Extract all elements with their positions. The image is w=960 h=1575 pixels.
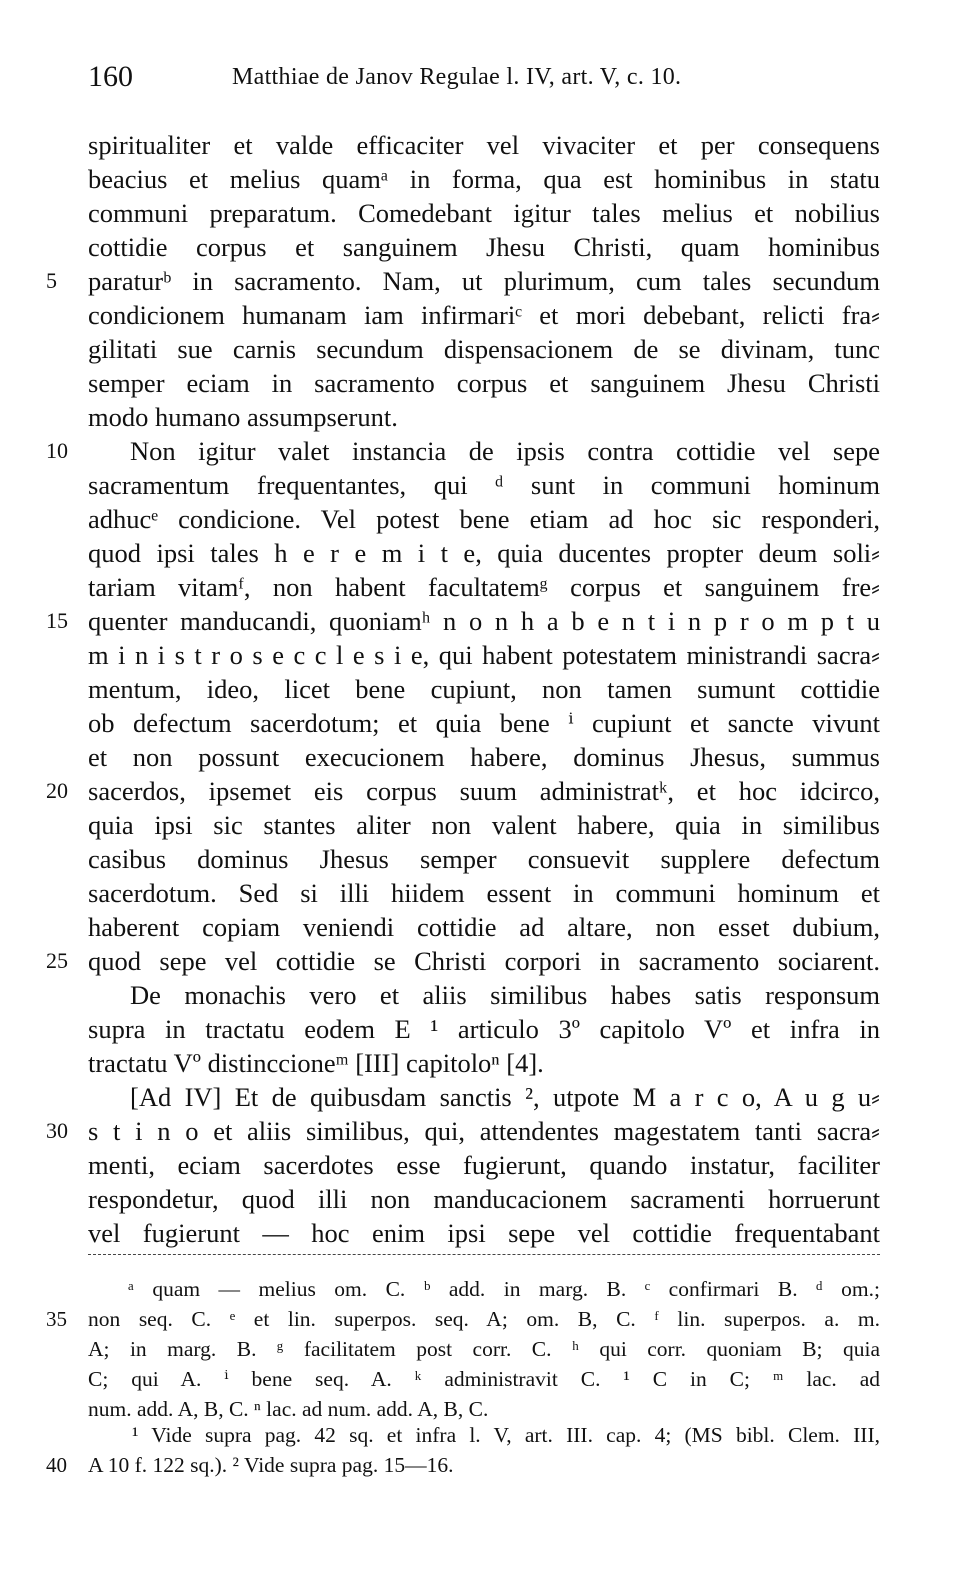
apparatus-line: ᵃ quam — melius om. C. ᵇ add. in marg. B. ᶜ confirmari B. ᵈ om.; — [128, 1277, 880, 1301]
text-line: supra in tractatu eodem E ¹ articulo 3º capitolo Vº et infra in — [88, 1014, 880, 1044]
text-line: sacerdotum. Sed si illi hiidem essent in communi hominum et — [88, 878, 880, 908]
line-number: 35 — [46, 1307, 67, 1331]
text-line: vel fugierunt — hoc enim ipsi sepe vel cottidie frequentabant — [88, 1218, 880, 1248]
text-line: paraturᵇ in sacramento. Nam, ut plurimum, cum tales secundum — [88, 266, 880, 296]
text-line: quenter manducandi, quoniamʰ n o n h a b e n t i n p r o m p t u — [88, 606, 880, 636]
text-line: s t i n o et aliis similibus, qui, attendentes magestatem tanti sacra⸗ — [88, 1116, 880, 1146]
text-line: Non igitur valet instancia de ipsis contra cottidie vel sepe — [130, 436, 880, 466]
text-line: ob defectum sacerdotum; et quia bene ⁱ cupiunt et sancte vivunt — [88, 708, 880, 738]
text-line: tariam vitamᶠ, non habent facultatemᵍ corpus et sanguinem fre⸗ — [88, 572, 880, 602]
apparatus-line: num. add. A, B, C. ⁿ lac. ad num. add. A, B, C. — [88, 1397, 489, 1421]
text-line: tractatu Vº distinccioneᵐ [III] capitoloⁿ [4]. — [88, 1048, 544, 1078]
text-line: m i n i s t r o s e c c l e s i e, qui habent potestatem ministrandi sacra⸗ — [88, 640, 880, 670]
note-line: ¹ Vide supra pag. 42 sq. et infra l. V, art. III. cap. 4; (MS bibl. Clem. III, — [132, 1423, 880, 1447]
text-line: mentum, ideo, licet bene cupiunt, non tamen sumunt cottidie — [88, 674, 880, 704]
text-line: adhucᵉ condicione. Vel potest bene etiam ad hoc sic responderi, — [88, 504, 880, 534]
text-line: respondetur, quod illi non manducacionem sacramenti horruerunt — [88, 1184, 880, 1214]
running-title: Matthiae de Janov Regulae l. IV, art. V, c. 10. — [232, 64, 682, 90]
page-header — [88, 60, 878, 100]
text-line: quia ipsi sic stantes aliter non valent habere, quia in similibus — [88, 810, 880, 840]
page-number: 160 — [88, 60, 133, 93]
line-number: 40 — [46, 1453, 67, 1477]
text-line: haberent copiam veniendi cottidie ad altare, non esset dubium, — [88, 912, 880, 942]
text-line: gilitati sue carnis secundum dispensacionem de se divinam, tunc — [88, 334, 880, 364]
text-line: quod sepe vel cottidie se Christi corpori in sacramento sociarent. — [88, 946, 880, 976]
line-number: 20 — [46, 778, 68, 803]
text-line: beacius et melius quamᵃ in forma, qua est hominibus in statu — [88, 164, 880, 194]
line-number: 5 — [46, 268, 57, 293]
text-line: et non possunt execucionem habere, dominus Jhesus, summus — [88, 742, 880, 772]
line-number: 25 — [46, 948, 68, 973]
line-number: 30 — [46, 1118, 68, 1143]
text-line: menti, eciam sacerdotes esse fugierunt, quando instatur, faciliter — [88, 1150, 880, 1180]
text-line: condicionem humanam iam infirmariᶜ et mori debebant, relicti fra⸗ — [88, 300, 880, 330]
text-line: semper eciam in sacramento corpus et sanguinem Jhesu Christi — [88, 368, 880, 398]
text-line: De monachis vero et aliis similibus habes satis responsum — [130, 980, 880, 1010]
note-line: A 10 f. 122 sq.). ² Vide supra pag. 15—16. — [88, 1453, 454, 1477]
text-line: cottidie corpus et sanguinem Jhesu Christi, quam hominibus — [88, 232, 880, 262]
text-line: sacramentum frequentantes, qui ᵈ sunt in communi hominum — [88, 470, 880, 500]
footnote-separator — [88, 1254, 880, 1255]
apparatus-line: non seq. C. ᵉ et lin. superpos. seq. A; om. B, C. ᶠ lin. superpos. a. m. — [88, 1307, 880, 1331]
line-number: 15 — [46, 608, 68, 633]
apparatus-line: C; qui A. ⁱ bene seq. A. ᵏ administravit C. ¹ C in C; ᵐ lac. ad — [88, 1367, 880, 1391]
text-line: quod ipsi tales h e r e m i t e, quia ducentes propter deum soli⸗ — [88, 538, 880, 568]
line-number: 10 — [46, 438, 68, 463]
text-line: communi preparatum. Comedebant igitur tales melius et nobilius — [88, 198, 880, 228]
text-line: modo humano assumpserunt. — [88, 402, 398, 432]
text-line: sacerdos, ipsemet eis corpus suum administratᵏ, et hoc idcirco, — [88, 776, 880, 806]
apparatus-line: A; in marg. B. ᵍ facilitatem post corr. C. ʰ qui corr. quoniam B; quia — [88, 1337, 880, 1361]
text-line: casibus dominus Jhesus semper consuevit supplere defectum — [88, 844, 880, 874]
text-line: spiritualiter et valde efficaciter vel vivaciter et per consequens — [88, 130, 880, 160]
text-line: [Ad IV] Et de quibusdam sanctis ², utpote M a r c o, A u g u⸗ — [130, 1082, 880, 1112]
